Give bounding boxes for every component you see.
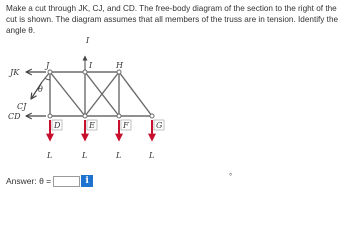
- answer-label: Answer: θ =: [6, 176, 52, 186]
- load-label-d: L: [47, 151, 53, 160]
- label-cd: CD: [8, 112, 21, 121]
- truss-members: [42, 72, 152, 116]
- question-text: Make a cut through JK, CJ, and CD. The free-body diagram of the section to the right of the cut is shown. The diagram assumes that all members of the truss are in tension. Identify the angle θ.: [6, 4, 339, 35]
- load-label-e: L: [82, 151, 88, 160]
- joint-label-d: D: [54, 121, 61, 130]
- info-icon[interactable]: i: [81, 175, 93, 187]
- member-hg: [119, 72, 152, 116]
- load-label-f: L: [116, 151, 122, 160]
- label-cj: CJ: [17, 102, 27, 111]
- joint-label-g: G: [156, 121, 163, 130]
- degree-unit: °: [229, 172, 233, 181]
- label-jk: JK: [10, 68, 20, 77]
- load-arrows: [50, 120, 152, 140]
- label-angle: θ: [38, 85, 43, 94]
- joint-label-i: I: [89, 61, 93, 70]
- load-label-g: L: [149, 151, 155, 160]
- joint-label-h: H: [116, 61, 123, 70]
- label-top-load: I: [86, 36, 90, 45]
- answer-row: [6, 175, 93, 187]
- joint-pins: [48, 70, 154, 118]
- answer-input[interactable]: [53, 176, 80, 187]
- joint-label-e: E: [89, 121, 95, 130]
- joint-label-f: F: [123, 121, 129, 130]
- joint-label-j: J: [46, 61, 50, 70]
- member-je: [50, 72, 85, 116]
